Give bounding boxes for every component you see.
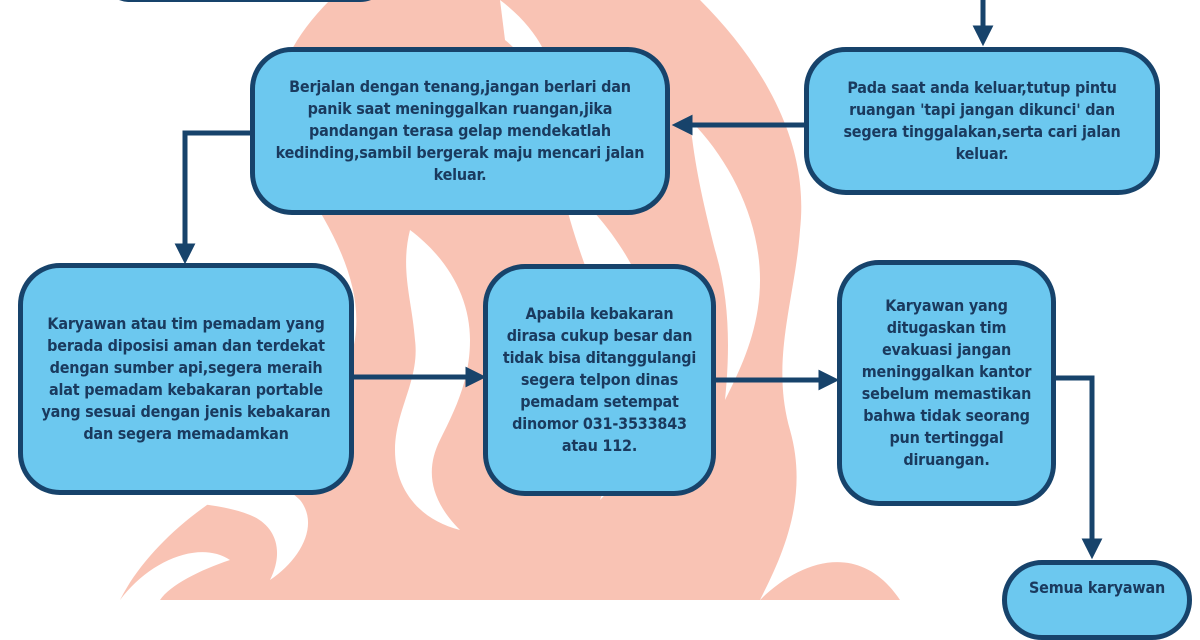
flow-node-evacuation-team: [837, 260, 1056, 506]
flow-node-call-firefighters: [483, 264, 716, 496]
flow-node-extinguish: [18, 263, 354, 495]
flow-node-close-door: [804, 47, 1160, 195]
flow-node-all-employees: [1002, 560, 1192, 640]
flow-node-extinguish-text: Karyawan atau tim pemadam yang berada diposisi aman dan terdekat dengan sumber api,segera meraih alat pemadam kebakaran portable yang sesuai dengan jenis kebakaran dan segera memadamkan: [41, 314, 331, 443]
flow-node-top-partial: [100, 0, 390, 2]
arrow-evacuation-to-all: [1054, 378, 1092, 553]
flow-node-evacuation-team-text: Karyawan yang ditugaskan tim evakuasi jangan meninggalkan kantor sebelum memastikan bahwa tidak seorang pun tertinggal diruangan.: [861, 296, 1032, 469]
flow-node-all-employees-text: Semua karyawan: [1028, 578, 1166, 597]
flow-node-call-firefighters-text: Apabila kebakaran dirasa cukup besar dan tidak bisa ditanggulangi segera telpon dinas pemadam setempat dinomor 031-3533843 atau 112.: [502, 304, 697, 455]
flow-node-walk-calmly: [250, 47, 670, 215]
flow-node-close-door-text: Pada saat anda keluar,tutup pintu ruangan 'tapi jangan dikunci' dan segera tinggalakan,serta cari jalan keluar.: [843, 78, 1121, 163]
arrow-walk-to-extinguish: [185, 133, 252, 258]
flow-node-walk-calmly-text: Berjalan dengan tenang,jangan berlari dan panik saat meninggalkan ruangan,jika pandangan terasa gelap mendekatlah kedinding,sambil bergerak maju mencari jalan keluar.: [275, 77, 645, 184]
